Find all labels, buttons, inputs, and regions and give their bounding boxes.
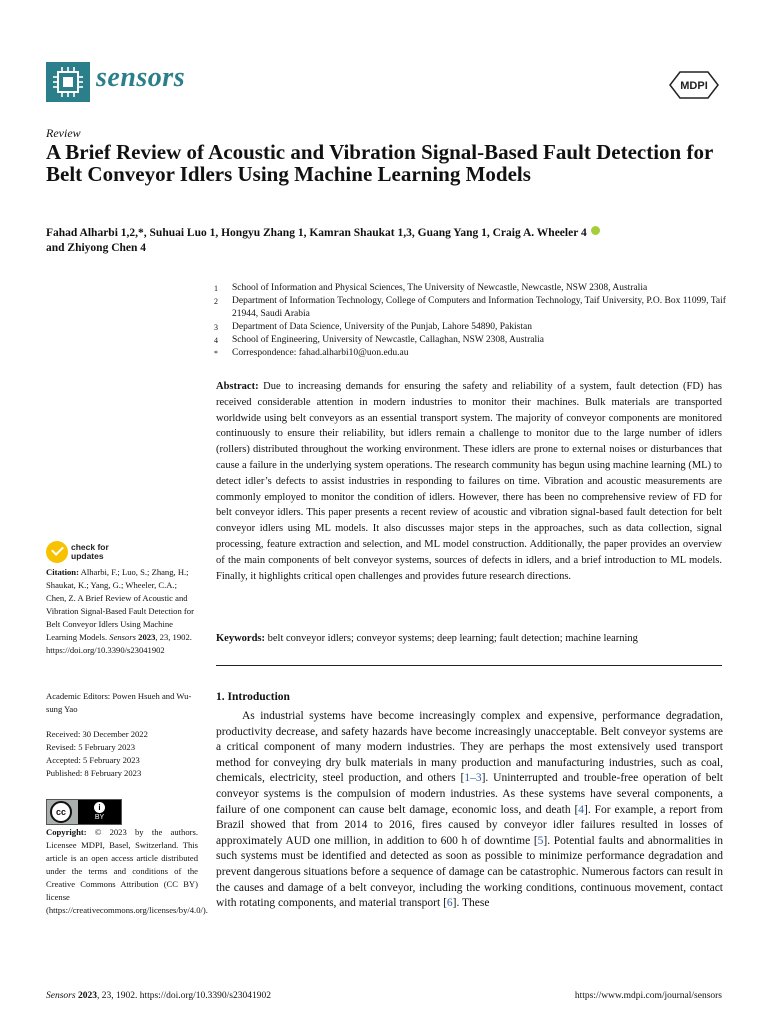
svg-text:MDPI: MDPI — [680, 80, 708, 92]
abstract-label: Abstract: — [216, 381, 259, 392]
citation-doi[interactable]: , 23, 1902. https://doi.org/10.3390/s23041902 — [46, 632, 192, 655]
footer-doi[interactable]: , 23, 1902. https://doi.org/10.3390/s23041902 — [96, 991, 271, 1001]
keywords-label: Keywords: — [216, 633, 265, 644]
abstract — [216, 379, 722, 584]
correspondence-text[interactable]: Correspondence: fahad.alharbi10@uon.edu.au — [232, 348, 409, 358]
check-line-2: updates — [71, 551, 104, 561]
check-icon — [46, 541, 68, 563]
affiliation-mark: 2 — [214, 297, 218, 306]
keywords-text: belt conveyor idlers; conveyor systems; deep learning; fault detection; machine learning — [267, 633, 638, 644]
check-label — [71, 543, 109, 561]
citation-journal: Sensors — [109, 632, 137, 642]
section-heading: 1. Introduction — [216, 691, 290, 703]
affiliation-mark: * — [214, 349, 218, 358]
footer-year: 2023 — [77, 991, 97, 1001]
footer-journal: Sensors — [46, 991, 76, 1001]
check-for-updates-button[interactable] — [46, 541, 109, 563]
intro-paragraph — [216, 709, 723, 912]
affiliation-item — [214, 295, 726, 321]
body-text: ]. These — [452, 897, 490, 910]
keywords — [216, 631, 722, 646]
body-text: ]. Potential faults and abnormalities in such systems must be identified and detected as soon as possible to minimize performance degradation and prevent dangerous situations before a sequence of damage can be catastrophic. Numerous factors can result in the causes and damage of a belt conveyor, including the working conditions, continuous movement, contact with rotating components, and material transport [ — [216, 834, 724, 910]
affiliation-mark: 4 — [214, 336, 218, 345]
article-type: Review — [46, 126, 81, 140]
check-line-1: check for — [71, 542, 109, 552]
affiliation-item — [214, 282, 726, 295]
affiliation-text: Department of Data Science, University of the Punjab, Lahore 54890, Pakistan — [232, 322, 532, 332]
received-date: Received: 30 December 2022 — [46, 729, 148, 739]
affiliation-item — [214, 321, 726, 334]
affiliation-mark: 1 — [214, 284, 218, 293]
authors-line-1[interactable]: Fahad Alharbi 1,2,*, Suhuai Luo 1, Hongyu Zhang 1, Kamran Shaukat 1,3, Guang Yang 1, Craig A. Wheeler 4 — [46, 227, 587, 239]
cc-icon: cc — [50, 801, 72, 823]
divider — [216, 665, 722, 666]
affiliation-mark: 3 — [214, 323, 218, 332]
academic-editors: Academic Editors: Powen Hsueh and Wu-sung Yao — [46, 691, 192, 714]
revised-date: Revised: 5 February 2023 — [46, 742, 136, 752]
dates-block — [46, 728, 198, 780]
copyright-text: © 2023 by the authors. Licensee MDPI, Basel, Switzerland. This article is an open access article distributed under the terms and conditions of the Creative Commons Attribution (CC BY) license (https://creativecommons.org/licenses/by/4.0/). — [46, 827, 208, 915]
cc-license-badge[interactable] — [46, 799, 122, 825]
copyright-block — [46, 826, 208, 917]
journal-logo-icon — [46, 62, 90, 102]
authors-line-2[interactable]: and Zhiyong Chen 4 — [46, 242, 147, 254]
person-icon: i — [94, 802, 105, 813]
citation-label: Citation: — [46, 567, 79, 577]
body-text: As industrial systems have become increasingly complex and expensive, performance degradation, productivity decrease, and safety hazards have become increasingly unacceptable. Belt conveyor systems are a critical component of many modern industries. They are perhaps the most extensively used transport method for conveying dry bulk materials in many production and manufacturing industries, such as coal, chemicals, electricity, steel production, and others [ — [216, 710, 723, 785]
footer-url[interactable]: https://www.mdpi.com/journal/sensors — [574, 991, 722, 1001]
reference-link[interactable]: 1–3 — [464, 772, 482, 785]
reference-link[interactable]: 6 — [446, 897, 453, 910]
author-list — [46, 226, 726, 256]
affiliation-item — [214, 334, 726, 347]
abstract-text: Due to increasing demands for ensuring the safety and reliability of a system, fault detection (FD) has received considerable attention in modern industries to monitor their machines. Bulk materials are transported worldwide using belt conveyors as an essential transport system. The majority of conveyor components are monitored continuously to ensure their reliability, but idlers remain a challenge to monitor due to the large number of idlers (rollers) distributed throughout the working environment. These idlers are prone to external noises or disturbances that cause a failure in the underlying system operations. The research community has begun using machine learning (ML) to detect idler’s defects to assist industries in responding to failures on time. Vibration and acoustic measurements are commonly employed to monitor the condition of idlers. However, there has been no comprehensive review of FD for belt conveyor idlers. This paper presents a recent review of acoustic and vibration signal-based fault detection for belt conveyor idlers using ML models. It also discusses major steps in the approaches, such as data collection, signal processing, feature extraction and selection, and ML model construction. Additionally, the paper provides an overview of the main components of belt conveyor systems, sources of defects in idlers, and a brief introduction to ML models. Finally, it highlights critical open challenges and provides future research directions. — [216, 381, 722, 582]
body-text: ]. For example, a report from Brazil showed that from 2014 to 2016, fires caused by conveyor idler failures resulted in losses of approximately AUD one million, in addition to 600 h of downtime [ — [216, 803, 723, 847]
published-date: Published: 8 February 2023 — [46, 768, 142, 778]
journal-name[interactable]: sensors — [96, 62, 186, 93]
citation-year: 2023 — [138, 632, 156, 642]
publisher-logo[interactable] — [666, 70, 722, 100]
reference-link[interactable]: 4 — [578, 803, 585, 816]
article-title: A Brief Review of Acoustic and Vibration Signal-Based Fault Detection for Belt Conveyor Idlers Using Machine Learning Models — [46, 140, 713, 186]
by-icon — [78, 800, 121, 824]
body-text: ]. Uninterrupted and trouble-free operation of belt conveyor systems is the compulsion of modern industries. As these systems have several components, a failure of one component can cause belt damage, economic loss, and death [ — [216, 772, 724, 816]
orcid-icon[interactable] — [591, 226, 600, 235]
citation-block — [46, 566, 198, 657]
cc-by-label: BY — [94, 814, 105, 821]
affiliation-text: School of Engineering, University of Newcastle, Callaghan, NSW 2308, Australia — [232, 335, 544, 345]
copyright-label: Copyright: — [46, 827, 87, 837]
affiliation-item — [214, 347, 726, 360]
affiliations — [214, 282, 726, 360]
affiliation-text: Department of Information Technology, College of Computers and Information Technology, Taif University, P.O. Box 11099, Taif 21944, Saudi Arabia — [232, 296, 726, 319]
reference-link[interactable]: 5 — [537, 834, 544, 847]
footer-citation — [46, 991, 271, 1001]
accepted-date: Accepted: 5 February 2023 — [46, 755, 140, 765]
affiliation-text: School of Information and Physical Sciences, The University of Newcastle, Newcastle, NSW 2308, Australia — [232, 283, 648, 293]
citation-text: Alharbi, F.; Luo, S.; Zhang, H.; Shaukat, K.; Yang, G.; Wheeler, C.A.; Chen, Z. A Brief Review of Acoustic and Vibration Signal-Based Fault Detection for Belt Conveyor Idlers Using Machine Learning Models. — [46, 567, 194, 642]
